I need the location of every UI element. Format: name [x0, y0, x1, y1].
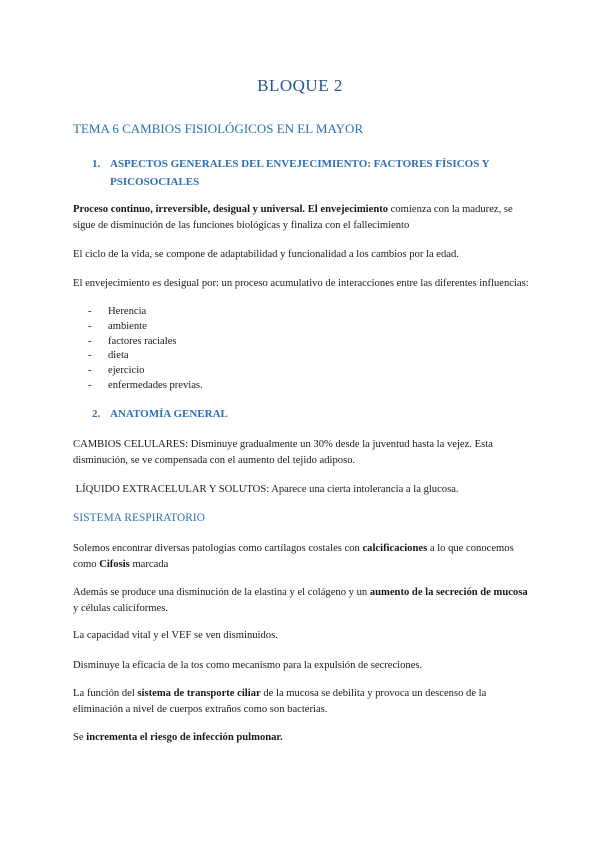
- paragraph-riesgo-infeccion: Se incrementa el riesgo de infección pulmonar.: [73, 732, 283, 743]
- section-2-number: 2.: [92, 408, 101, 420]
- tema-heading: TEMA 6 CAMBIOS FISIOLÓGICOS EN EL MAYOR: [73, 121, 364, 136]
- paragraph-proceso-bold: Proceso continuo, irreversible, desigual y universal. El envejecimiento: [73, 204, 389, 215]
- influencias-list: [88, 305, 203, 394]
- section-1-title: [110, 155, 510, 191]
- paragraph-proceso-rest: comienza con la madurez, se sigue de disminución de las funciones biológicas y finaliza con el fallecimiento: [73, 204, 513, 231]
- list-item: - dieta: [88, 350, 129, 362]
- section-1-title-line2: PSICOSOCIALES: [110, 176, 200, 188]
- section-1-heading: [92, 155, 490, 188]
- section-1-title-line1: ASPECTOS GENERALES DEL ENVEJECIMIENTO: FACTORES FÍSICOS Y: [110, 158, 490, 170]
- paragraph-ciclo: El ciclo de la vida, se compone de adaptabilidad y funcionalidad a los cambios por la edad.: [73, 249, 459, 260]
- paragraph-capacidad-vital: La capacidad vital y el VEF se ven disminuidos.: [73, 630, 278, 641]
- paragraph-desigual: El envejecimiento es desigual por: un proceso acumulativo de interacciones entre las diferentes influencias:: [73, 278, 529, 289]
- paragraph-cambios-celulares: CAMBIOS CELULARES: Disminuye gradualmente un 30% desde la juventud hasta la vejez. Esta disminución, se ve compensada con el aumento del tejido adiposo.: [73, 439, 493, 466]
- paragraph-transporte-ciliar: La función del sistema de transporte ciliar de la mucosa se debilita y provoca un descenso de la eliminación a nivel de cuerpos extraños como son bacterias.: [73, 688, 487, 715]
- list-item: - ejercicio: [88, 365, 145, 377]
- paragraph-proceso: [73, 202, 533, 233]
- page-title: BLOQUE 2: [257, 76, 343, 95]
- section-1-number: 1.: [92, 158, 101, 170]
- list-item: - enfermedades previas.: [88, 379, 203, 391]
- section-2-heading: [92, 405, 228, 423]
- list-item: - factores raciales: [88, 335, 177, 347]
- paragraph-elastina: Además se produce una disminución de la elastina y el colágeno y un aumento de la secreción de mucosa y células caliciformes.: [73, 587, 528, 614]
- sistema-respiratorio-heading: SISTEMA RESPIRATORIO: [73, 512, 206, 524]
- list-item: - Herencia: [88, 306, 147, 317]
- paragraph-patologias: Solemos encontrar diversas patologías como cartílagos costales con calcificaciones a lo que conocemos como Cifosis marcada: [73, 543, 514, 570]
- paragraph-liquido-extracelular: LÍQUIDO EXTRACELULAR Y SOLUTOS: Aparece una cierta intolerancia a la glucosa.: [73, 484, 459, 495]
- list-item: - ambiente: [88, 320, 147, 332]
- paragraph-tos: Disminuye la eficacia de la tos como mecanismo para la expulsión de secreciones.: [73, 660, 423, 671]
- section-2-title: ANATOMÍA GENERAL: [110, 408, 228, 420]
